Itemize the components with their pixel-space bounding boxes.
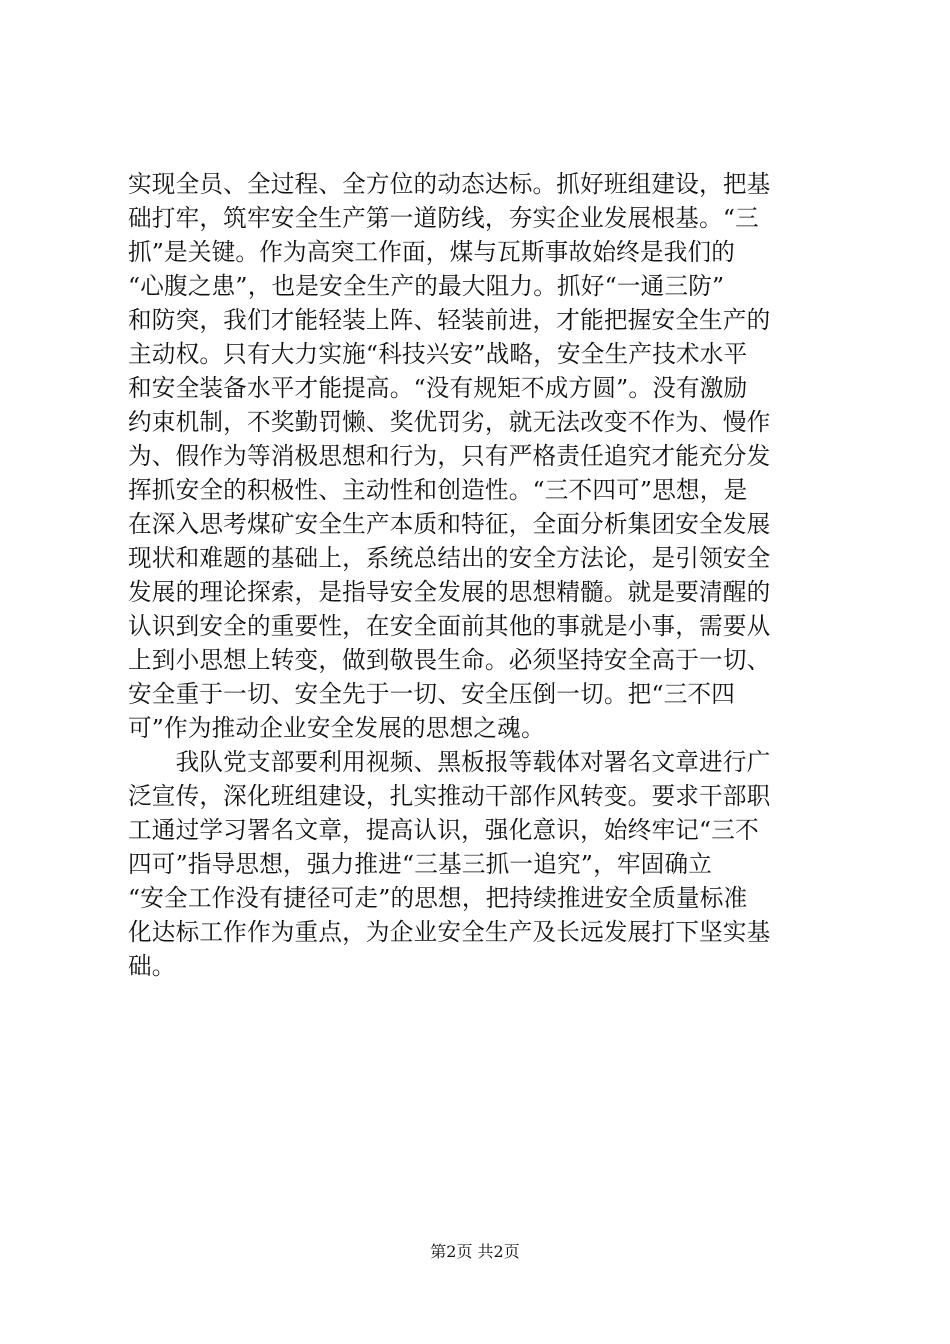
text-line: 化达标工作作为重点，为企业安全生产及长远发展打下坚实基 bbox=[128, 918, 771, 946]
text-line: 发展的理论探索，是指导安全发展的思想精髓。就是要清醒的 bbox=[128, 578, 771, 606]
text-line: 安全重于一切、安全先于一切、安全压倒一切。把“三不四 bbox=[128, 680, 736, 708]
paragraph-start-line: 我队党支部要利用视频、黑板报等载体对署名文章进行广 bbox=[128, 748, 771, 776]
text-line: 实现全员、全过程、全方位的动态达标。抓好班组建设，把基 bbox=[128, 170, 771, 198]
text-line: 约束机制，不奖勤罚懒、奖优罚劣，就无法改变不作为、慢作 bbox=[128, 408, 771, 436]
text-line: 认识到安全的重要性，在安全面前其他的事就是小事，需要从 bbox=[128, 612, 771, 640]
text-line: 可”作为推动企业安全发展的思想之魂。 bbox=[128, 714, 545, 742]
text-line: 四可”指导思想，强力推进“三基三抓一追究”，牢固确立 bbox=[128, 850, 713, 878]
text-line: 和安全装备水平才能提高。“没有规矩不成方圆”。没有激励 bbox=[128, 374, 748, 402]
text-line: 在深入思考煤矿安全生产本质和特征，全面分析集团安全发展 bbox=[128, 510, 771, 538]
page-number-footer: 第2页 共2页 bbox=[430, 1242, 520, 1261]
text-line: 泛宣传，深化班组建设，扎实推动干部作风转变。要求干部职 bbox=[128, 782, 771, 810]
text-line: 和防突，我们才能轻装上阵、轻装前进，才能把握安全生产的 bbox=[128, 306, 771, 334]
text-line: 础打牢，筑牢安全生产第一道防线，夯实企业发展根基。“三 bbox=[128, 204, 759, 232]
text-line: “安全工作没有捷径可走”的思想，把持续推进安全质量标准 bbox=[128, 884, 748, 912]
text-line: 为、假作为等消极思想和行为，只有严格责任追究才能充分发 bbox=[128, 442, 771, 470]
text-line: 础。 bbox=[128, 952, 176, 980]
text-line: 上到小思想上转变，做到敬畏生命。必须坚持安全高于一切、 bbox=[128, 646, 771, 674]
text-line: 现状和难题的基础上，系统总结出的安全方法论，是引领安全 bbox=[128, 544, 771, 572]
text-line: 工通过学习署名文章，提高认识，强化意识，始终牢记“三不 bbox=[128, 816, 759, 844]
text-line: “心腹之患”，也是安全生产的最大阻力。抓好“一通三防” bbox=[128, 272, 725, 300]
text-line: 主动权。只有大力实施“科技兴安”战略，安全生产技术水平 bbox=[128, 340, 748, 368]
text-line: 抓”是关键。作为高突工作面，煤与瓦斯事故始终是我们的 bbox=[128, 238, 736, 266]
text-line: 挥抓安全的积极性、主动性和创造性。“三不四可”思想，是 bbox=[128, 476, 748, 504]
body-text bbox=[128, 167, 828, 983]
